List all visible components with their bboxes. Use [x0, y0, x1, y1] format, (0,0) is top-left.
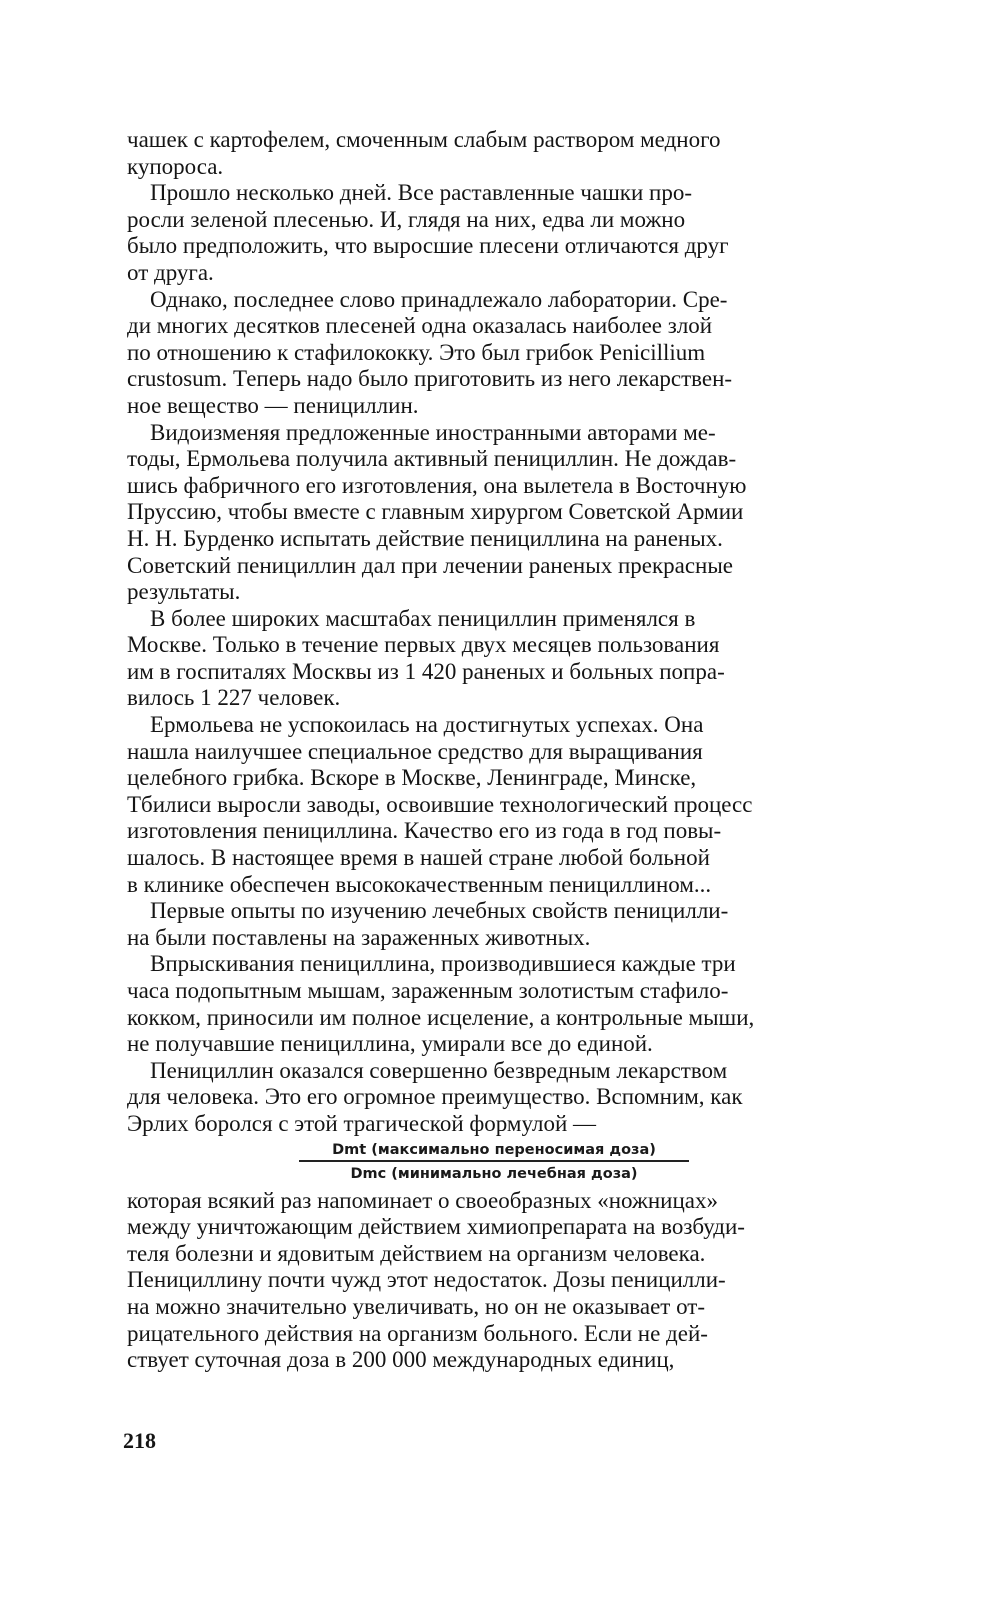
text-line: изготовления пенициллина. Качество его из года в год повы- — [127, 818, 722, 844]
page-number: 218 — [123, 1428, 156, 1453]
text-line: шалось. В настоящее время в нашей стране любой больной — [127, 845, 710, 871]
paragraph — [127, 898, 890, 951]
text-line: чашек с картофелем, смоченным слабым раствором медного — [127, 127, 721, 152]
text-line: вилось 1 227 человек. — [127, 685, 341, 711]
text-line: ное вещество — пенициллин. — [127, 392, 419, 418]
text-line: им в госпиталях Москвы из 1 420 раненых и больных попра- — [127, 658, 725, 684]
text-line: Москве. Только в течение первых двух месяцев пользования — [127, 632, 720, 658]
text-line: результаты. — [127, 579, 241, 605]
text-line: на были поставлены на зараженных животных. — [127, 924, 591, 950]
text-line: Пенициллин оказался совершенно безвредным лекарством — [127, 1057, 728, 1083]
text-line: рицательного действия на организм больного. Если не дей- — [127, 1320, 708, 1346]
text-line: В более широких масштабах пенициллин применялся в — [127, 605, 696, 631]
text-line: ствует суточная доза в 200 000 международных единиц, — [127, 1347, 675, 1373]
text-line: целебного грибка. Вскоре в Москве, Ленинграде, Минске, — [127, 765, 697, 791]
text-line: было предположить, что выросшие плесени отличаются друг — [127, 233, 729, 259]
formula-denominator: Dmc (минимально лечебная доза) — [350, 1165, 638, 1182]
text-block — [127, 127, 890, 1138]
text-line: Прошло несколько дней. Все раставленные чашки про- — [127, 180, 693, 206]
text-line: Н. Н. Бурденко испытать действие пенициллина на раненых. — [127, 525, 723, 551]
text-line: в клинике обеспечен высококачественным пенициллином... — [127, 871, 712, 897]
text-line: шись фабричного его изготовления, она вылетела в Восточную — [127, 472, 747, 498]
dose-formula — [299, 1142, 689, 1182]
paragraph — [127, 712, 890, 898]
paragraph — [127, 127, 890, 180]
text-line: Советский пенициллин дал при лечении раненых прекрасные — [127, 552, 734, 578]
text-line: для человека. Это его огромное преимущество. Вспомним, как — [127, 1084, 743, 1110]
paragraph — [127, 180, 890, 286]
text-line: Пруссию, чтобы вместе с главным хирургом Советской Армии — [127, 499, 744, 525]
text-line: от друга. — [127, 259, 214, 285]
text-line: Впрыскивания пенициллина, производившиеся каждые три — [127, 951, 736, 977]
text-line: Первые опыты по изучению лечебных свойств пеницилли- — [127, 898, 729, 924]
paragraph — [127, 420, 890, 606]
text-line: купороса. — [127, 153, 224, 179]
text-line: Ермольева не успокоилась на достигнутых успехах. Она — [127, 712, 704, 738]
text-line: ди многих десятков плесеней одна оказалась наиболее злой — [127, 313, 713, 339]
text-line: Эрлих боролся с этой трагической формулой — — [127, 1110, 597, 1136]
text-line: часа подопытным мышам, зараженным золотистым стафило- — [127, 978, 729, 1003]
paragraph — [127, 606, 890, 712]
text-line: Тбилиси выросли заводы, освоившие технологический процесс — [127, 791, 753, 817]
text-line: которая всякий раз напоминает о своеобразных «ножницах» — [127, 1187, 718, 1213]
formula-numerator: Dmt (максимально переносимая доза) — [299, 1142, 689, 1162]
text-line: теля болезни и ядовитым действием на организм человека. — [127, 1240, 706, 1266]
page-body — [127, 127, 890, 1374]
paragraph — [127, 1188, 890, 1374]
text-line: тоды, Ермольева получила активный пенициллин. Не дождав- — [127, 446, 737, 472]
text-line: на можно значительно увеличивать, но он не оказывает от- — [127, 1293, 705, 1319]
paragraph — [127, 951, 890, 1057]
text-line: между уничтожающим действием химиопрепарата на возбуди- — [127, 1214, 745, 1240]
text-line: росли зеленой плесенью. И, глядя на них, едва ли можно — [127, 206, 686, 232]
text-line: Пенициллину почти чужд этот недостаток. Дозы пеницилли- — [127, 1267, 726, 1293]
text-line: по отношению к стафилококку. Это был грибок Penicillium — [127, 339, 706, 365]
text-line: Однако, последнее слово принадлежало лаборатории. Сре- — [127, 286, 728, 312]
text-line: Видоизменяя предложенные иностранными авторами ме- — [127, 419, 716, 445]
closing-text-block — [127, 1188, 890, 1374]
text-line: нашла наилучшее специальное средство для выращивания — [127, 738, 703, 764]
paragraph — [127, 1058, 890, 1138]
text-line: не получавшие пенициллина, умирали все до единой. — [127, 1031, 653, 1057]
text-line: crustosum. Теперь надо было приготовить из него лекарствен- — [127, 366, 733, 392]
text-line: кокком, приносили им полное исцеление, а контрольные мыши, — [127, 1004, 755, 1030]
paragraph — [127, 287, 890, 420]
